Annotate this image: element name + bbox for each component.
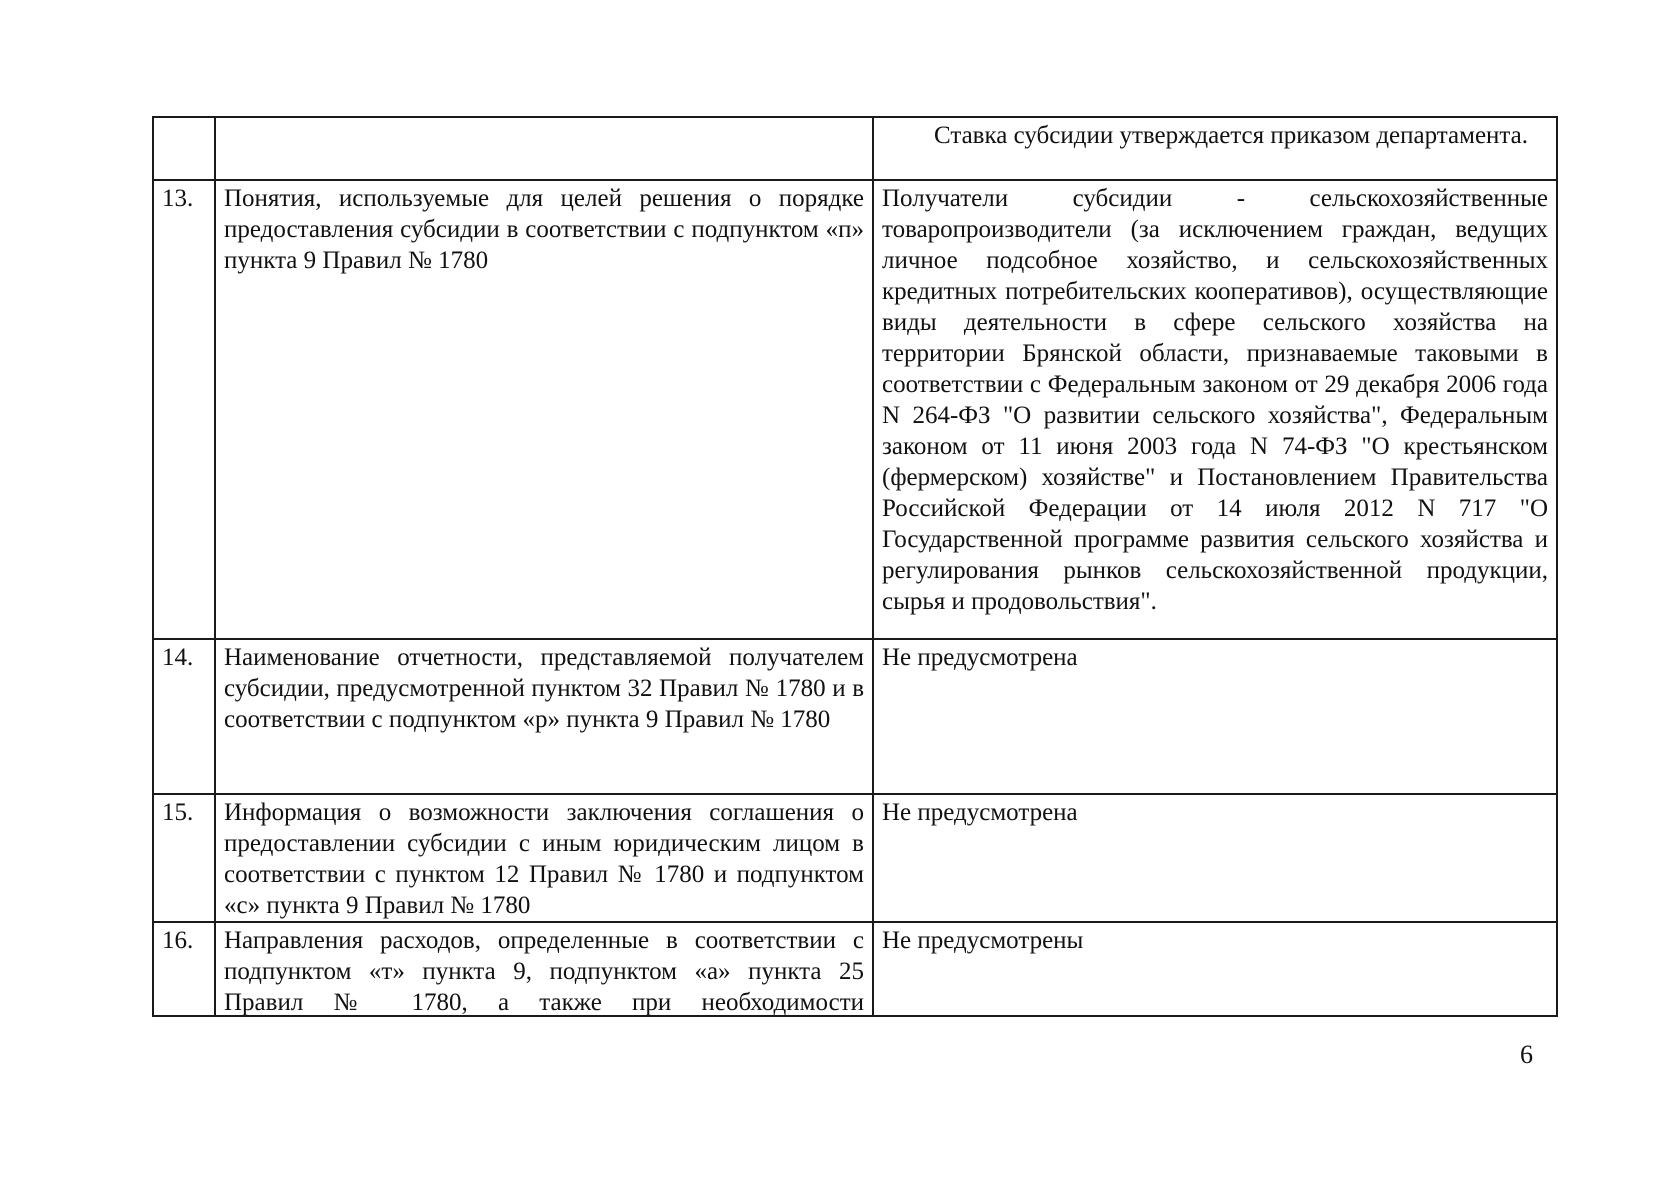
row-number-cell: 15. bbox=[153, 794, 215, 922]
row-value-cell: Не предусмотрены bbox=[873, 922, 1557, 1016]
row-number-cell: 13. bbox=[153, 180, 215, 639]
subsidy-terms-table bbox=[152, 116, 1558, 1017]
row-value-cell bbox=[873, 117, 1557, 180]
row-name-text: Направления расходов, определенные в соответствии с подпунктом «т» пункта 9, подпунктом «а» пункта 25 Правил № 1780, а также при необходимости bbox=[224, 927, 864, 1015]
page-number: 6 bbox=[1520, 1040, 1533, 1069]
row-name-cell: Наименование отчетности, представляемой получателем субсидии, предусмотренной пунктом 32 Правил № 1780 и в соответствии с подпунктом «р» пункта 9 Правил № 1780 bbox=[215, 639, 873, 794]
table-row bbox=[153, 922, 1557, 1016]
row-name-cell: Информация о возможности заключения соглашения о предоставлении субсидии с иным юридическим лицом в соответствии с пунктом 12 Правил № 1780 и подпунктом «с» пункта 9 Правил № 1780 bbox=[215, 794, 873, 922]
row-value-cell: Не предусмотрена bbox=[873, 794, 1557, 922]
table-row bbox=[153, 180, 1557, 639]
row-value-cell: Не предусмотрена bbox=[873, 639, 1557, 794]
table-row bbox=[153, 117, 1557, 180]
row-name-cell bbox=[215, 922, 873, 1016]
row-value-cell: Получатели субсидии - сельскохозяйственные товаропроизводители (за исключением граждан, ведущих личное подсобное хозяйство, и сельскохозяйственных кредитных потребительских кооперативов), осуществляющие виды деятельности в сфере сельского хозяйства на территории Брянской области, признаваемые таковыми в соответствии с Федеральным законом от 29 декабря 2006 года N 264-ФЗ "О развитии сельского хозяйства", Федеральным законом от 11 июня 2003 года N 74-ФЗ "О крестьянском (фермерском) хозяйстве" и Постановлением Правительства Российской Федерации от 14 июля 2012 N 717 "О Государственной программе развития сельского хозяйства и регулирования рынков сельскохозяйственной продукции, сырья и продовольствия". bbox=[873, 180, 1557, 639]
row-name-cell bbox=[215, 117, 873, 180]
row-number-cell: 16. bbox=[153, 922, 215, 1016]
row-number-cell bbox=[153, 117, 215, 180]
table-row bbox=[153, 794, 1557, 922]
row-name-cell: Понятия, используемые для целей решения о порядке предоставления субсидии в соответствии с подпунктом «п» пункта 9 Правил № 1780 bbox=[215, 180, 873, 639]
table-row bbox=[153, 639, 1557, 794]
row-value-text: Ставка субсидии утверждается приказом департамента. bbox=[934, 122, 1528, 149]
row-number-cell: 14. bbox=[153, 639, 215, 794]
